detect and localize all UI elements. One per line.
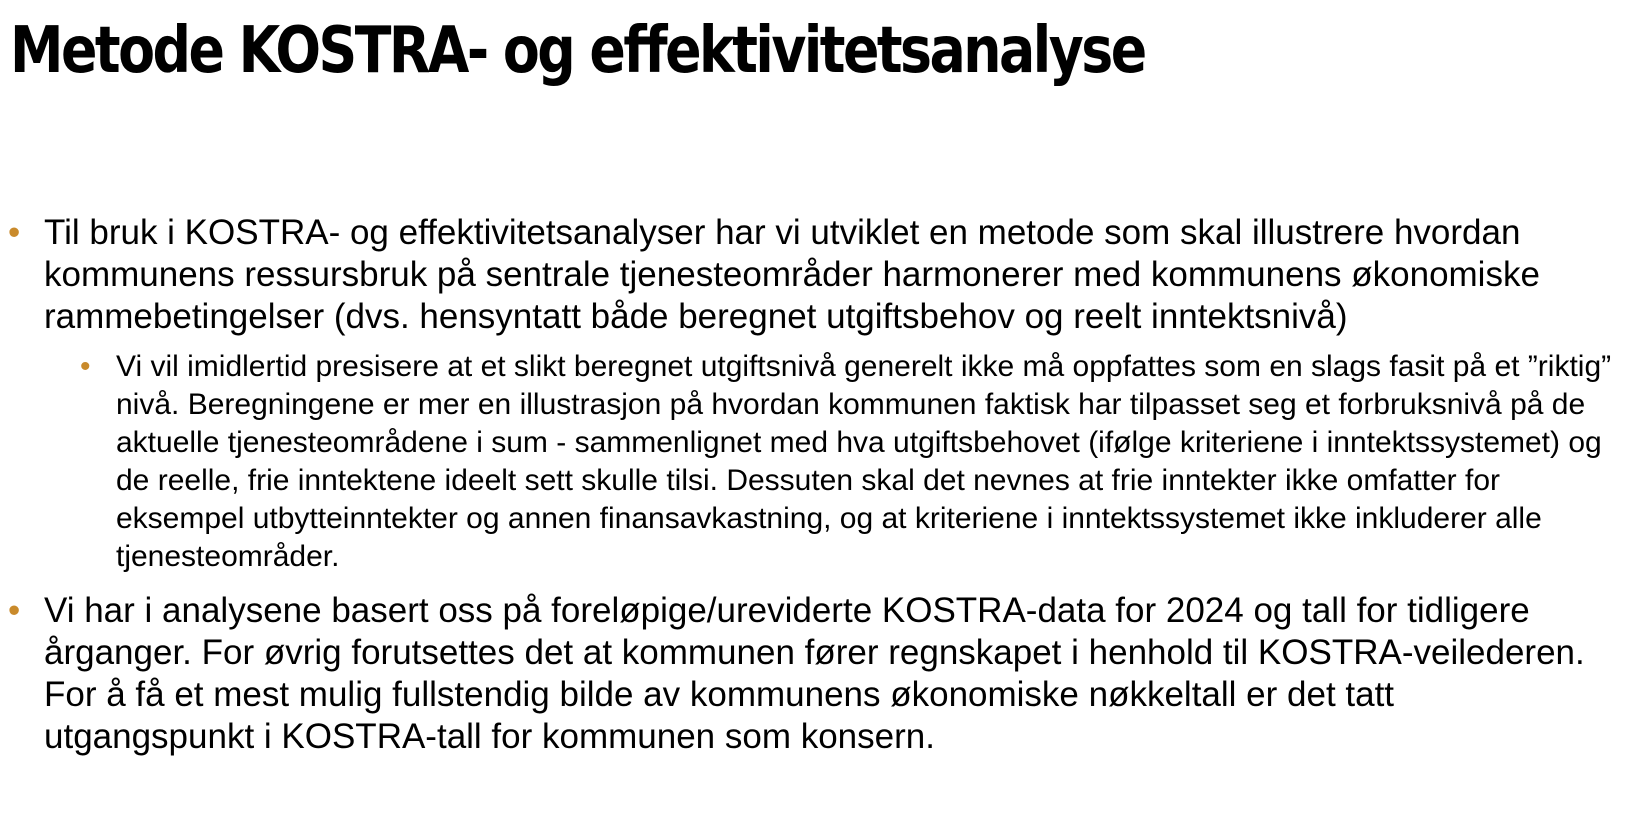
bullet-item <box>0 590 1604 758</box>
bullet-dot-icon: • <box>8 591 21 630</box>
sub-bullet-text: Vi vil imidlertid presisere at et slikt beregnet utgiftsnivå generelt ikke må oppfattes som en slags fasit på et ”riktig” nivå. Beregningene er mer en illustrasjon på hvordan kommunen faktisk har tilpasset seg et forbruksnivå på de aktuelle tjenesteområdene i sum - sammenlignet med hva utgiftsbehovet (ifølge kriteriene i inntektssystemet) og de reelle, frie inntektene ideelt sett skulle tilsi. Dessuten skal det nevnes at frie inntekter ikke omfatter for eksempel utbytteinntekter og annen finansavkastning, og at kriteriene i inntektssystemet ikke inkluderer alle tjenesteområder. <box>116 350 1612 573</box>
bullet-text: Til bruk i KOSTRA- og effektivitetsanalyser har vi utviklet en metode som skal illustrere hvordan kommunens ressursbruk på sentrale tjenesteområder harmonerer med kommunens økonomiske rammebetingelser (dvs. hensyntatt både beregnet utgiftsbehov og reelt inntektsnivå) <box>44 213 1540 336</box>
slide-title: Metode KOSTRA- og effektivitetsanalyse <box>10 14 1145 88</box>
bullet-dot-icon: • <box>8 213 21 252</box>
sub-bullet-item <box>0 348 1616 576</box>
slide-body <box>0 212 1644 758</box>
bullet-item <box>0 212 1604 338</box>
sub-bullet-dot-icon: • <box>80 350 91 383</box>
bullet-text: Vi har i analysene basert oss på foreløpige/ureviderte KOSTRA-data for 2024 og tall for tidligere årganger. For øvrig forutsettes det at kommunen fører regnskapet i henhold til KOSTRA-veilederen. For å få et mest mulig fullstendig bilde av kommunens økonomiske nøkkeltall er det tatt utgangspunkt i KOSTRA-tall for kommunen som konsern. <box>44 591 1585 756</box>
